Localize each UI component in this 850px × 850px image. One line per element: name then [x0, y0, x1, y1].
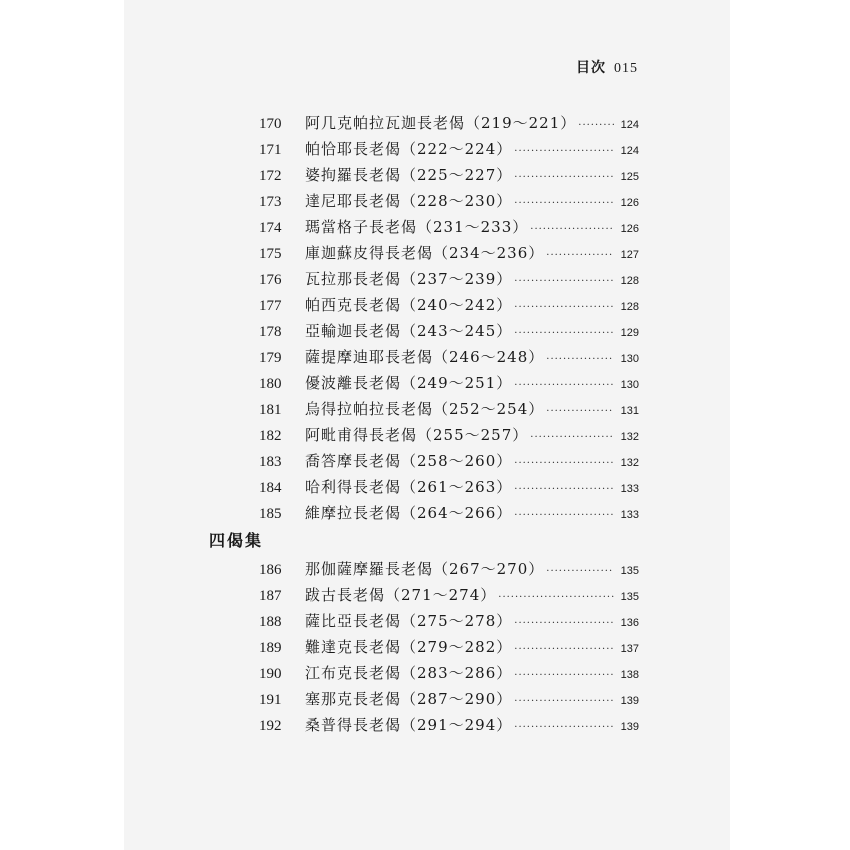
- entry-page: 133: [620, 509, 639, 521]
- entry-title: 跋古長老偈（271～274）: [305, 586, 497, 604]
- entry-number: 171: [259, 142, 282, 158]
- entry-page: 135: [620, 591, 639, 603]
- entry-page: 132: [620, 431, 639, 443]
- entry-number: 187: [259, 588, 282, 604]
- toc-entry: [124, 474, 730, 500]
- entry-number: 173: [259, 194, 282, 210]
- entry-page: 138: [620, 669, 639, 681]
- entry-number: 191: [259, 692, 282, 708]
- toc-entry: [124, 240, 730, 266]
- entry-page: 137: [620, 643, 639, 655]
- toc-entry: [124, 686, 730, 712]
- toc-entry: [124, 344, 730, 370]
- entry-title: 瑪當格子長老偈（231～233）: [305, 218, 529, 236]
- entry-page: 128: [620, 301, 639, 313]
- entry-number: 180: [259, 376, 282, 392]
- entry-page: 125: [620, 171, 639, 183]
- entry-page: 124: [620, 145, 639, 157]
- leader-dots: [514, 715, 614, 741]
- toc-entry: [124, 292, 730, 318]
- table-of-contents: [124, 110, 730, 738]
- entry-number: 190: [259, 666, 282, 682]
- entry-number: 176: [259, 272, 282, 288]
- running-head: [576, 57, 638, 77]
- toc-entry: [124, 318, 730, 344]
- entry-page: 135: [620, 565, 639, 577]
- toc-entry: [124, 136, 730, 162]
- entry-title: 維摩拉長老偈（264～266）: [305, 504, 513, 522]
- toc-entry: [124, 556, 730, 582]
- entry-page: 126: [620, 197, 639, 209]
- section-heading: 四偈集: [209, 531, 264, 550]
- entry-number: 175: [259, 246, 282, 262]
- toc-entry: [124, 110, 730, 136]
- entry-title: 庫迦蘇皮得長老偈（234～236）: [305, 244, 545, 262]
- entry-number: 172: [259, 168, 282, 184]
- toc-entry: [124, 162, 730, 188]
- entry-title: 烏得拉帕拉長老偈（252～254）: [305, 400, 545, 418]
- entry-title: 達尼耶長老偈（228～230）: [305, 192, 513, 210]
- entry-title: 薩提摩迪耶長老偈（246～248）: [305, 348, 545, 366]
- toc-entry: [124, 266, 730, 292]
- toc-entry: [124, 214, 730, 240]
- entry-title: 難達克長老偈（279～282）: [305, 638, 513, 656]
- entry-title: 阿毗甫得長老偈（255～257）: [305, 426, 529, 444]
- entry-number: 178: [259, 324, 282, 340]
- toc-entry: [124, 660, 730, 686]
- entry-title: 婆拘羅長老偈（225～227）: [305, 166, 513, 184]
- entry-number: 189: [259, 640, 282, 656]
- entry-page: 132: [620, 457, 639, 469]
- toc-entry: [124, 608, 730, 634]
- entry-title: 帕恰耶長老偈（222～224）: [305, 140, 513, 158]
- entry-title: 塞那克長老偈（287～290）: [305, 690, 513, 708]
- entry-title: 那伽薩摩羅長老偈（267～270）: [305, 560, 545, 578]
- entry-title: 亞輸迦長老偈（243～245）: [305, 322, 513, 340]
- page-number: 015: [614, 61, 638, 76]
- book-page: [124, 0, 730, 850]
- entry-title: 喬答摩長老偈（258～260）: [305, 452, 513, 470]
- entry-page: 139: [620, 695, 639, 707]
- entry-page: 126: [620, 223, 639, 235]
- toc-entry: [124, 582, 730, 608]
- entry-page: 139: [620, 721, 639, 733]
- entry-number: 186: [259, 562, 282, 578]
- toc-entry: [124, 422, 730, 448]
- entry-number: 170: [259, 116, 282, 132]
- entry-title: 帕西克長老偈（240～242）: [305, 296, 513, 314]
- toc-entry: [124, 500, 730, 526]
- running-head-title: 目次: [576, 60, 606, 76]
- entry-page: 136: [620, 617, 639, 629]
- entry-page: 127: [620, 249, 639, 261]
- toc-entry: [124, 396, 730, 422]
- entry-page: 133: [620, 483, 639, 495]
- entry-number: 184: [259, 480, 282, 496]
- entry-page: 129: [620, 327, 639, 339]
- entry-number: 181: [259, 402, 282, 418]
- entry-number: 192: [259, 718, 282, 734]
- toc-entry: [124, 712, 730, 738]
- entry-number: 179: [259, 350, 282, 366]
- entry-title: 哈利得長老偈（261～263）: [305, 478, 513, 496]
- entry-page: 131: [620, 405, 639, 417]
- entry-page: 128: [620, 275, 639, 287]
- entry-number: 182: [259, 428, 282, 444]
- entry-number: 174: [259, 220, 282, 236]
- entry-page: 130: [620, 379, 639, 391]
- entry-page: 124: [620, 119, 639, 131]
- entry-title: 江布克長老偈（283～286）: [305, 664, 513, 682]
- toc-entry: [124, 370, 730, 396]
- toc-entry: [124, 448, 730, 474]
- entry-title: 瓦拉那長老偈（237～239）: [305, 270, 513, 288]
- entry-title: 優波離長老偈（249～251）: [305, 374, 513, 392]
- entry-title: 薩比亞長老偈（275～278）: [305, 612, 513, 630]
- entry-number: 185: [259, 506, 282, 522]
- toc-entry: [124, 188, 730, 214]
- entry-number: 183: [259, 454, 282, 470]
- entry-number: 188: [259, 614, 282, 630]
- entry-page: 130: [620, 353, 639, 365]
- entry-number: 177: [259, 298, 282, 314]
- toc-entry: [124, 634, 730, 660]
- entry-title: 阿几克帕拉瓦迦長老偈（219～221）: [305, 114, 577, 132]
- entry-title: 桑普得長老偈（291～294）: [305, 716, 513, 734]
